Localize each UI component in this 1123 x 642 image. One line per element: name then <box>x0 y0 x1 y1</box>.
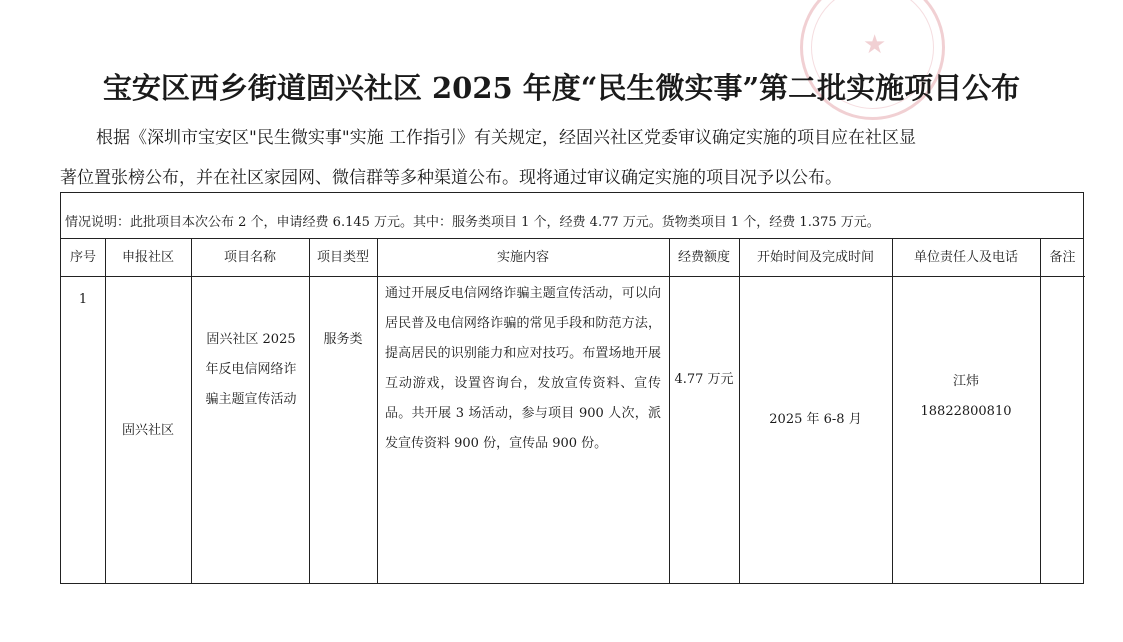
row-note <box>1040 277 1085 584</box>
row-community: 固兴社区 <box>121 422 174 438</box>
header-fee: 经费额度 <box>669 239 739 277</box>
row-project-name: 固兴社区 2025 年反电信网络诈骗主题宣传活动 <box>205 332 297 407</box>
document-title: 宝安区西乡街道固兴社区 2025 年度“民生微实事”第二批实施项目公布 <box>102 71 1021 105</box>
row-content: 通过开展反电信网络诈骗主题宣传活动，可以向居民普及电信网络诈骗的常见手段和防范方法，提高居民的识别能力和应对技巧。布置场地开展互动游戏，设置咨询台，发放宣传资料、宣传品。共开展 3 场活动，参与项目 900 人次，派发宣传资料 900 份，宣传品 900 份。 <box>385 286 661 451</box>
header-community: 申报社区 <box>105 239 191 277</box>
header-time: 开始时间及完成时间 <box>739 239 892 277</box>
summary-text: 情况说明：此批项目本次公布 2 个，申请经费 6.145 万元。其中：服务类项目 1 个，经费 4.77 万元。货物类项目 1 个，经费 1.375 万元。 <box>65 215 880 230</box>
table-summary-row <box>61 193 1083 239</box>
row-person <box>892 277 1040 584</box>
person-phone: 18822800810 <box>920 404 1012 419</box>
seal-star-icon: ★ <box>863 30 887 60</box>
row-time: 2025 年 6-8 月 <box>769 412 862 427</box>
row-project-type: 服务类 <box>323 332 363 347</box>
intro-paragraph-line2: 著位置张榜公布，并在社区家园网、微信群等多种渠道公布。现将通过审议确定实施的项目况予以公布。 <box>60 168 842 188</box>
row-fee: 4.77 万元 <box>674 372 734 387</box>
header-person: 单位责任人及电话 <box>892 239 1040 277</box>
header-num: 序号 <box>61 239 105 277</box>
intro-paragraph-line1: 根据《深圳市宝安区"民生微实事"实施 工作指引》有关规定，经固兴社区党委审议确定实施的项目应在社区显 <box>96 128 917 148</box>
header-project-name: 项目名称 <box>191 239 309 277</box>
project-table <box>60 192 1084 584</box>
person-name: 江炜 <box>952 374 979 389</box>
header-project-type: 项目类型 <box>309 239 377 277</box>
header-note: 备注 <box>1040 239 1085 277</box>
row-num: 1 <box>78 292 88 307</box>
header-content: 实施内容 <box>377 239 669 277</box>
